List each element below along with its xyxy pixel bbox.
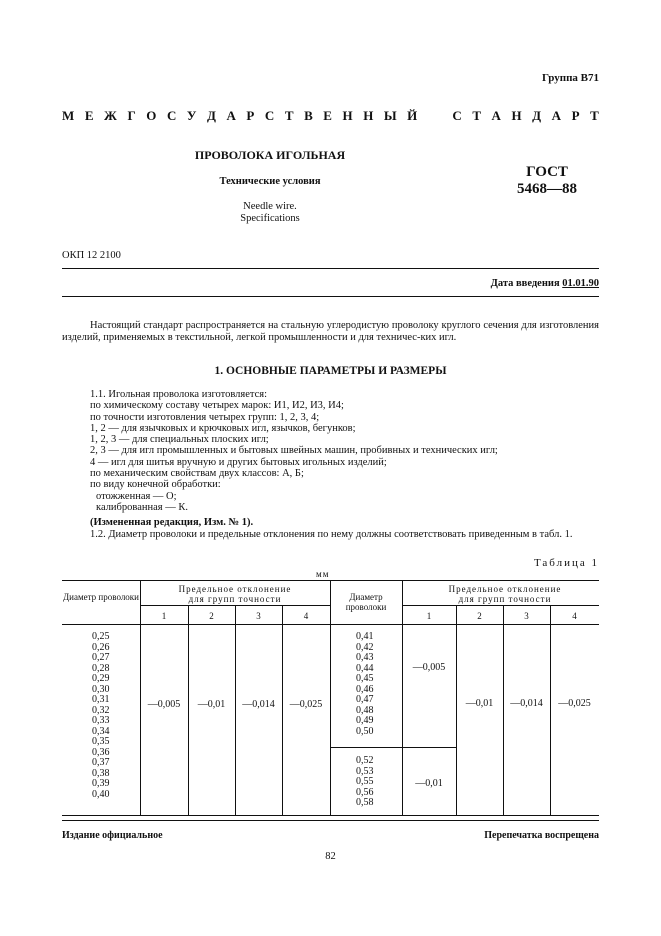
amendment-note: (Измененная редакция, Изм. № 1). <box>90 517 254 528</box>
interstate-standard-heading <box>62 108 599 124</box>
diameter-value: 0,58 <box>356 797 374 808</box>
clause-1-2: 1.2. Диаметр проволоки и предельные отклонения по нему должны соответствовать приведенным в табл. 1. <box>90 529 573 540</box>
list-item: по точности изготовления четырех групп: 1, 2, 3, 4; <box>90 411 320 423</box>
diameter-value: 0,47 <box>356 694 374 705</box>
heading-letter: Н <box>342 108 353 123</box>
diameter-value: 0,30 <box>92 683 110 695</box>
intro-date-value: 01.01.90 <box>562 278 599 289</box>
diameter-value: 0,39 <box>92 778 110 789</box>
group-4-right: 4 <box>572 611 577 621</box>
diameter-value: 0,31 <box>92 694 110 705</box>
heading-letter: Ж <box>104 108 117 123</box>
group-1-left: 1 <box>161 611 167 621</box>
english-title <box>175 201 365 225</box>
diameter-value: 0,26 <box>92 641 110 653</box>
diameter-value: 0,29 <box>92 673 110 684</box>
heading-letter: Р <box>246 108 255 123</box>
group-3-right: 3 <box>524 611 529 621</box>
diameter-value: 0,35 <box>92 736 110 747</box>
heading-letter: Н <box>511 108 522 123</box>
diameter-value: 0,46 <box>356 683 374 695</box>
intro-date-label: Дата введения <box>490 278 563 289</box>
diameter-value: 0,44 <box>356 662 374 674</box>
gost-label: ГОСТ <box>526 164 568 180</box>
heading-letter: О <box>146 108 157 123</box>
right-value-group-4: —0,025 <box>558 698 591 709</box>
header-rule <box>62 268 599 269</box>
diameter-value: 0,28 <box>92 662 110 674</box>
diameter-value: 0,49 <box>356 715 374 726</box>
edition-note: Издание официальное <box>62 830 163 841</box>
right-value-group-3: —0,014 <box>510 698 543 709</box>
clause-list <box>62 389 498 513</box>
diameter-value: 0,42 <box>356 641 374 653</box>
diameter-value: 0,55 <box>356 776 374 787</box>
heading-letter: А <box>491 108 501 123</box>
heading-letter: Т <box>472 108 481 123</box>
okp-code: ОКП 12 2100 <box>62 250 121 261</box>
table-1 <box>62 580 599 816</box>
heading-letter: С <box>452 108 462 123</box>
reprint-note: Перепечатка воспрещена <box>484 830 599 841</box>
diameter-value: 0,45 <box>356 673 374 684</box>
heading-gap <box>428 108 442 124</box>
right-diameters-b <box>356 756 374 809</box>
diameter-value: 0,38 <box>92 767 110 779</box>
group-2-right: 2 <box>477 611 482 621</box>
heading-letter: Д <box>206 108 216 123</box>
heading-letter: Ы <box>383 108 397 123</box>
heading-letter: Г <box>127 108 136 123</box>
heading-letter: Е <box>84 108 94 123</box>
left-value-group-3: —0,014 <box>242 699 275 710</box>
document-title: ПРОВОЛОКА ИГОЛЬНАЯ <box>194 148 346 162</box>
diameter-value: 0,37 <box>92 757 110 768</box>
right-g1-value-a: —0,005 <box>412 662 446 673</box>
diameter-value: 0,41 <box>356 631 374 642</box>
footer-rule <box>62 820 599 821</box>
list-item: по виду конечной обработки: <box>90 479 221 491</box>
table-unit: мм <box>316 569 330 579</box>
list-item: отожженная — О; <box>96 490 177 502</box>
heading-letter: А <box>226 108 236 123</box>
diameter-value: 0,32 <box>92 704 110 716</box>
diameter-value: 0,36 <box>92 746 110 758</box>
header-deviation-left: Предельное отклонение для групп точности <box>178 584 292 604</box>
list-item: 4 — игл для шитья вручную и других бытовых игольных изделий; <box>90 456 387 468</box>
heading-letter: С <box>166 108 177 123</box>
heading-letter: Т <box>590 108 599 123</box>
diameter-value: 0,25 <box>92 631 110 642</box>
header-diameter-right: Диаметр проволоки <box>345 592 387 612</box>
english-title-line-2: Specifications <box>240 213 300 224</box>
heading-letter: А <box>551 108 562 123</box>
right-g1-value-b: —0,01 <box>415 778 443 789</box>
diameter-value: 0,53 <box>356 765 374 777</box>
right-value-group-2: —0,01 <box>465 698 494 709</box>
table-caption: Таблица 1 <box>533 557 599 569</box>
left-value-group-1: —0,005 <box>147 699 181 710</box>
left-diameters <box>92 632 110 800</box>
diameter-value: 0,52 <box>356 755 374 766</box>
heading-letter: Д <box>532 108 542 123</box>
left-value-group-2: —0,01 <box>197 699 226 710</box>
heading-letter: М <box>62 108 75 123</box>
intro-paragraph: Настоящий стандарт распространяется на стальную углеродистую проволоку круглого сечения для изготовления изделий, применяемых в текстильной, легкой промышленности и для техничес-ких игл. <box>62 320 599 343</box>
heading-letter: Т <box>284 108 294 123</box>
heading-letter: Й <box>407 108 418 123</box>
header-diameter-left: Диаметр проволоки <box>63 592 139 602</box>
list-item: 1, 2, 3 — для специальных плоских игл; <box>90 434 269 446</box>
heading-letter: Е <box>323 108 332 123</box>
gost-number <box>492 164 602 198</box>
document-subtitle: Технические условия <box>219 176 321 187</box>
heading-letter: В <box>304 108 313 123</box>
introduction-date <box>491 278 599 289</box>
diameter-value: 0,50 <box>356 725 374 737</box>
heading-letter: Р <box>571 108 580 123</box>
diameter-value: 0,33 <box>92 715 110 726</box>
diameter-value: 0,27 <box>92 652 110 663</box>
group-2-left: 2 <box>209 611 214 621</box>
group-3-left: 3 <box>256 611 261 621</box>
diameter-value: 0,56 <box>356 786 374 798</box>
page-number: 82 <box>325 851 336 862</box>
date-rule <box>62 296 599 297</box>
heading-letter: С <box>264 108 275 123</box>
list-item: по химическому составу четырех марок: И1, И2, И3, И4; <box>90 400 344 412</box>
right-diameters-a <box>356 632 374 737</box>
diameter-value: 0,43 <box>356 652 374 663</box>
section-heading: 1. ОСНОВНЫЕ ПАРАМЕТРЫ И РАЗМЕРЫ <box>214 365 447 377</box>
diameter-value: 0,40 <box>92 788 110 800</box>
group-4-left: 4 <box>303 611 309 621</box>
gost-code: 5468—88 <box>517 181 577 197</box>
diameter-value: 0,34 <box>92 725 110 737</box>
english-title-line-1: Needle wire. <box>243 201 297 212</box>
header-deviation-right: Предельное отклонение для групп точности <box>448 584 562 604</box>
diameter-value: 0,48 <box>356 704 374 716</box>
list-item: 1.1. Игольная проволока изготовляется: <box>90 389 268 400</box>
group-1-right: 1 <box>426 611 432 621</box>
heading-letter: Н <box>363 108 374 123</box>
list-item: 2, 3 — для игл промышленных и бытовых швейных машин, пробивных и технических игл; <box>90 445 498 457</box>
list-item: калиброванная — К. <box>96 501 188 513</box>
left-value-group-4: —0,025 <box>289 699 323 710</box>
group-code: Группа В71 <box>541 72 599 84</box>
list-item: по механическим свойствам двух классов: А, Б; <box>90 468 304 480</box>
list-item: 1, 2 — для язычковых и крючковых игл, язычков, бегунков; <box>90 422 356 434</box>
heading-letter: У <box>186 108 197 123</box>
